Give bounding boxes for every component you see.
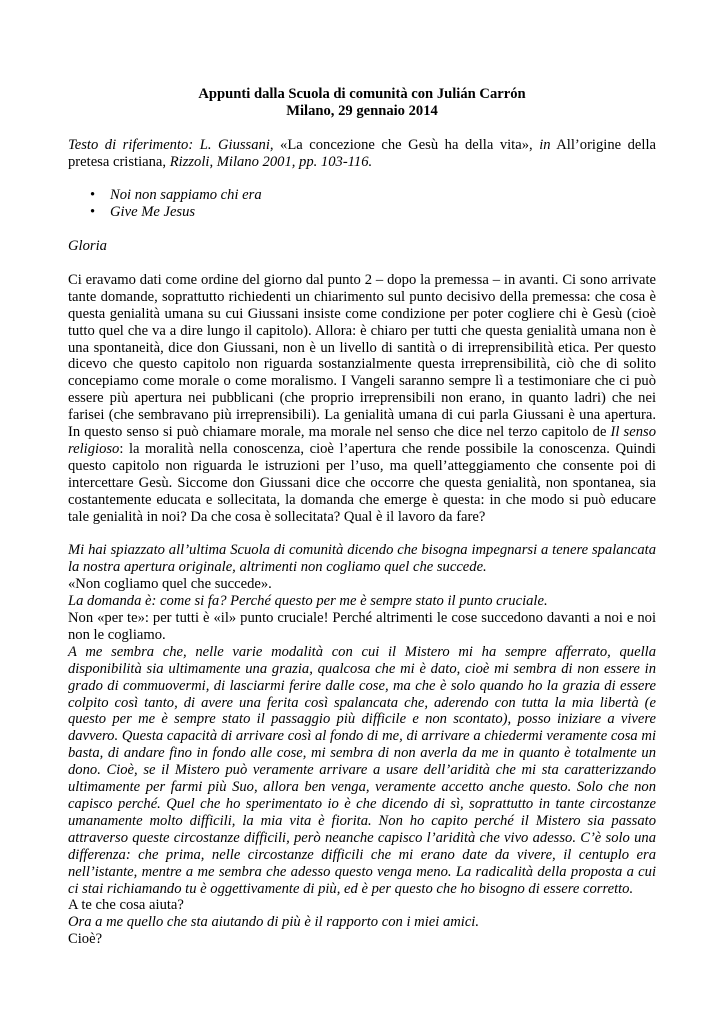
reference-book: All’origine della pretesa cristiana, xyxy=(68,136,656,170)
reference-label: Testo di riferimento: L. Giussani, xyxy=(68,136,274,153)
spacer xyxy=(68,120,656,137)
list-item xyxy=(68,204,656,221)
reference-publisher: Rizzoli, Milano 2001, pp. 103-116. xyxy=(169,153,373,170)
answer-paragraph: «Non cogliamo quel che succede». xyxy=(68,576,272,593)
answer-paragraph: Cioè? xyxy=(68,931,103,948)
intro-book-title: Il senso religioso xyxy=(68,424,656,457)
song-title: Give Me Jesus xyxy=(110,204,196,221)
reference-chapter-title: «La concezione che Gesù ha della vita», xyxy=(280,136,533,153)
bullet-icon: • xyxy=(90,187,96,204)
document-date: Milano, 29 gennaio 2014 xyxy=(286,102,438,119)
bullet-icon: • xyxy=(90,204,96,221)
intro-text-after: : la moralità nella conoscenza, cioè l’apertura che rende possibile la conoscenza. Quindi questo capitolo non riguarda le istruzioni per l’uso, ma quell’atteggiamento che consente poi di intercettare Gesù. Siccome don Giussani dice che occorre che questa genialità, non spontanea, sia costantemente educata e sollecitata, la domanda che emerge è questa: in che modo si può educare tale genialità in noi? Da che cosa è sollecitata? Qual è il lavoro da fare? xyxy=(68,440,656,525)
question-paragraph: La domanda è: come si fa? Perché questo per me è sempre stato il punto cruciale. xyxy=(68,593,548,610)
spacer xyxy=(68,221,656,238)
gloria-heading: Gloria xyxy=(68,238,107,255)
document-title: Appunti dalla Scuola di comunità con Julián Carrón xyxy=(198,86,526,102)
spacer xyxy=(68,526,656,543)
intro-paragraph xyxy=(68,272,656,526)
spacer xyxy=(68,255,656,272)
intro-text-before: Ci eravamo dati come ordine del giorno dal punto 2 – dopo la premessa – in avanti. Ci sono arrivate tante domande, soprattutto richiedenti un chiarimento sul punto decisivo della premessa: che cosa è questa genialità umana su cui Giussani insiste come condizione per poter cogliere chi è Gesù (cioè tutto quel che va a dire lungo il capitolo). Allora: è chiaro per tutti che questa genialità umana non è una spontaneità, dice don Giussani, non è un livello di santità o di irreprensibilità etica. Per questo dicevo che questo capitolo non riguarda sostanzialmente questa irreprensibilità, ciò che di solito concepiamo come morale o come moralismo. I Vangeli saranno sempre lì a testimoniare che ci può essere più apertura nei pubblicani (che proprio irreprensibili non erano, in quanto ladri) che nei farisei (che sembravano più irreprensibili). La genialità umana di cui parla Giussani è una apertura. In questo senso si può chiamare morale, ma morale nel senso che dice nel terzo capitolo de xyxy=(68,271,656,441)
reference-text xyxy=(68,137,656,171)
reference-in: in xyxy=(539,136,551,153)
question-paragraph: A me sembra che, nelle varie modalità con cui il Mistero mi ha sempre afferrato, quella disponibilità sia ultimamente una grazia, qualcosa che mi è dato, cioè mi sembra di non essere in grado di commuovermi, di lasciarmi ferire dalle cose, ma che è solo quando ho la grazia di essere colpito così tanto, di avere una ferita così spalancata che, aderendo con tutta la mia libertà (e questo per me è sempre stato il passaggio più difficile e non scontato), posso iniziare a vivere davvero. Questa capacità di arrivare così al fondo di me, di arrivare a chiedermi veramente cosa mi basta, di andare fino in fondo alle cose, mi sembra di non averla da me in quanto è totalmente un dono. Cioè, se il Mistero può veramente arrivare a usare dell’aridità che mi sta caratterizzando ultimamente per farmi più Suo, allora ben venga, veramente accetto anche questo. Solo che non capisco perché. Quel che ho sperimentato io è che dicendo di sì, soprattutto in tante circostanze umanamente molto difficili, la mia vita è fiorita. Non ho capito perché il Mistero sia passato attraverso queste circostanze difficili, però neanche capisco l’aridità che vivo adesso. C’è solo una differenza: che prima, nelle circostanze difficili che mi erano date da vivere, il centuplo era nell’istante, mentre a me sembra che adesso questo venga meno. La radicalità della proposta a cui ci stai richiamando tu è oggettivamente di più, ed è per questo che ho bisogno di essere corretto. xyxy=(68,643,656,897)
question-paragraph: Mi hai spiazzato all’ultima Scuola di comunità dicendo che bisogna impegnarsi a tenere spalancata la nostra apertura originale, altrimenti non cogliamo quel che succede. xyxy=(68,542,656,576)
songs-list xyxy=(68,187,656,221)
spacer xyxy=(68,171,656,188)
question-paragraph: Ora a me quello che sta aiutando di più è il rapporto con i miei amici. xyxy=(68,914,480,931)
list-item xyxy=(68,187,656,204)
answer-paragraph: Non «per te»: per tutti è «il» punto cruciale! Perché altrimenti le cose succedono davanti a noi e noi non le cogliamo. xyxy=(68,610,656,643)
song-title: Noi non sappiamo chi era xyxy=(110,187,262,204)
document-page xyxy=(68,86,656,948)
answer-paragraph: A te che cosa aiuta? xyxy=(68,897,184,914)
